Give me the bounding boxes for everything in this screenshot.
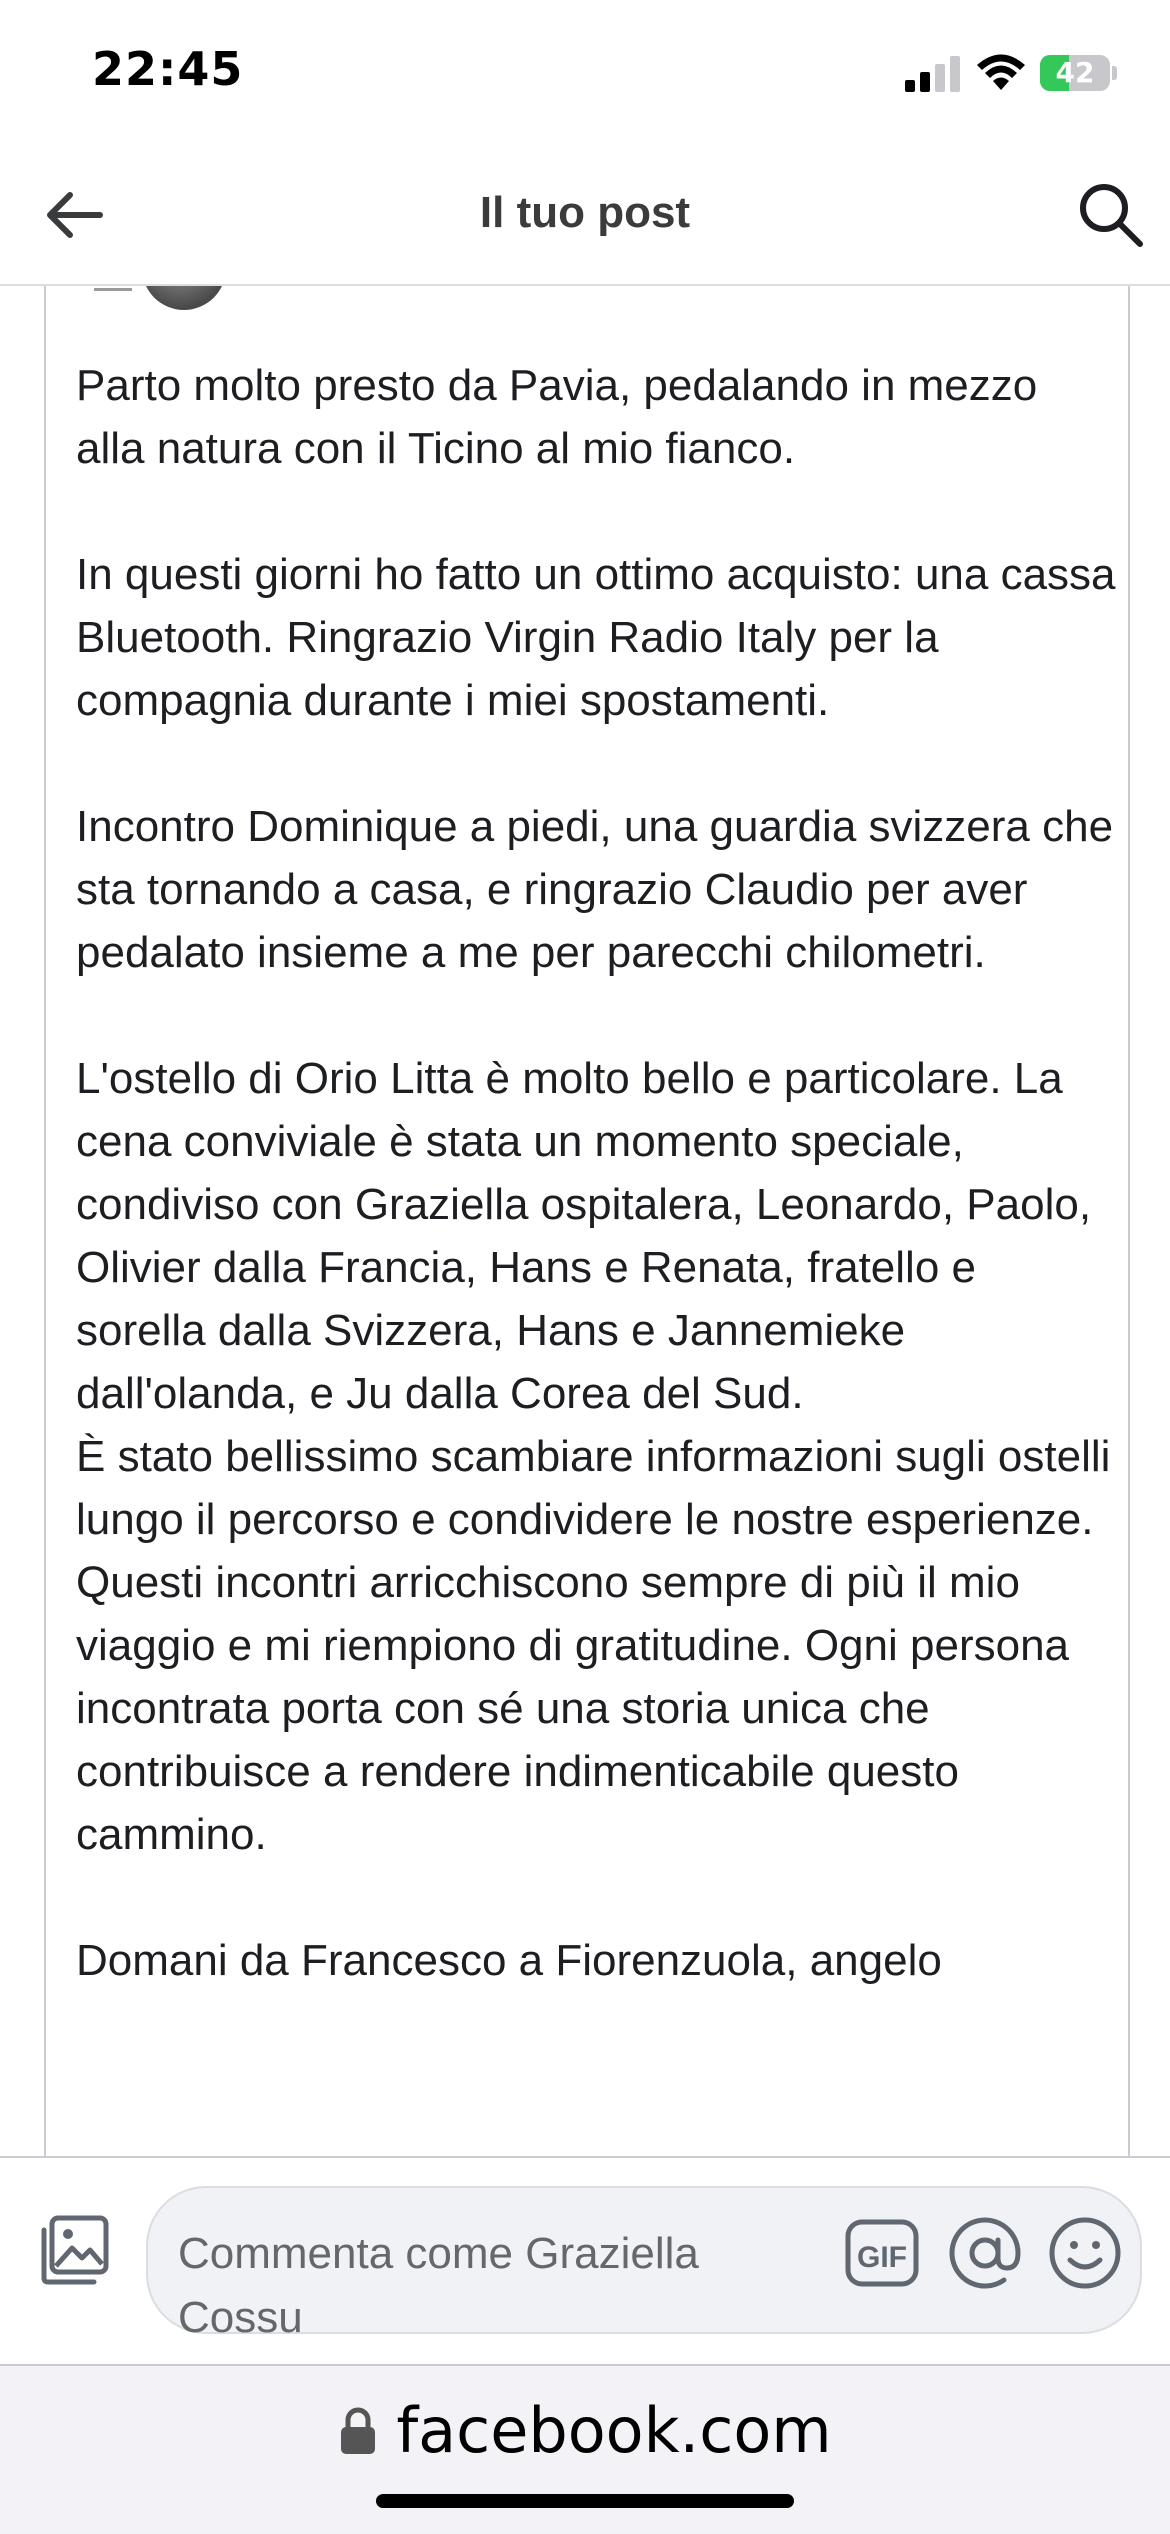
url-row[interactable] <box>0 2394 1170 2467</box>
battery-cap <box>1112 66 1117 80</box>
search-icon[interactable] <box>1072 176 1148 252</box>
home-indicator[interactable] <box>376 2494 794 2508</box>
post-header <box>0 150 1170 286</box>
comment-placeholder: Commenta come Graziella Cossu <box>178 2229 699 2342</box>
battery-charging-icon <box>1040 55 1110 91</box>
url-text: facebook.com <box>396 2394 832 2467</box>
post-paragraph: È stato bellissimo scambiare informazioni sugli ostelli lungo il percorso e condividere le nostre esperienze. <box>76 1432 1111 1544</box>
post-card <box>44 286 1130 2156</box>
emoji-icon[interactable] <box>1046 2214 1124 2292</box>
gif-icon[interactable] <box>844 2216 920 2292</box>
divider <box>94 288 132 291</box>
avatar[interactable] <box>142 286 226 310</box>
post-body <box>76 354 1116 2055</box>
cellular-signal-icon <box>905 56 961 92</box>
at-mention-icon[interactable] <box>946 2214 1024 2292</box>
photo-icon[interactable] <box>36 2212 112 2288</box>
post-paragraph: Questi incontri arricchiscono sempre di più il mio viaggio e mi riempiono di gratitudine. Ogni persona incontrata porta con sé una storia unica che contribuisce a rendere indimenticabile questo cammino. <box>76 1558 1070 1859</box>
wifi-icon <box>976 52 1026 92</box>
status-time: 22:45 <box>92 42 244 96</box>
lock-icon <box>338 2406 378 2456</box>
comment-input[interactable] <box>146 2186 1142 2342</box>
battery-level: 42 <box>1055 56 1095 89</box>
post-paragraph: L'ostello di Orio Litta è molto bello e particolare. La cena conviviale è stata un momento speciale, condiviso con Graziella ospitalera, Leonardo, Paolo, Olivier dalla Francia, Hans e Renata, fratello e sorella dalla Svizzera, Hans e Jannemieke dall'olanda, e Ju dalla Corea del Sud. <box>76 1054 1092 1418</box>
comment-bar <box>0 2156 1170 2366</box>
gif-label: GIF <box>857 2241 907 2274</box>
status-bar <box>0 0 1170 150</box>
post-paragraph: Domani da Francesco a Fiorenzuola, angelo <box>76 1936 942 1985</box>
post-paragraph: In questi giorni ho fatto un ottimo acquisto: una cassa Bluetooth. Ringrazio Virgin Radio Italy per la compagnia durante i miei spostamenti. <box>76 550 1116 725</box>
browser-url-bar[interactable] <box>0 2364 1170 2534</box>
post-paragraph: Incontro Dominique a piedi, una guardia svizzera che sta tornando a casa, e ringrazio Claudio per aver pedalato insieme a me per parecchi chilometri. <box>76 802 1114 977</box>
post-paragraph: Parto molto presto da Pavia, pedalando in mezzo alla natura con il Ticino al mio fianco. <box>76 361 1038 473</box>
page-title: Il tuo post <box>479 188 691 237</box>
